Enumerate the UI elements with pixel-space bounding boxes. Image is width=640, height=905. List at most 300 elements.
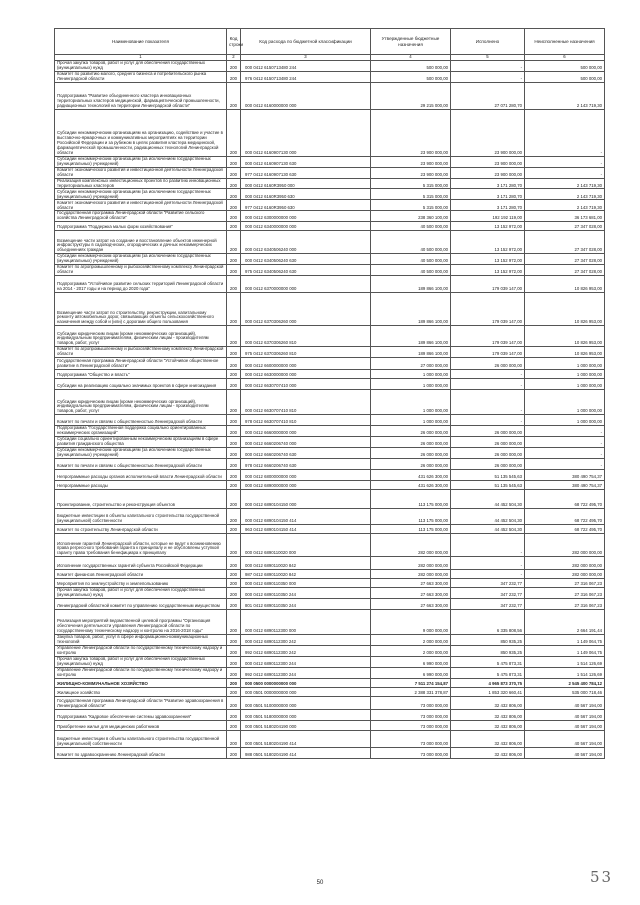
row-kod: 200 (227, 730, 241, 747)
row-unexecuted: 68 722 495,70 (525, 525, 605, 534)
row-kod: 200 (227, 379, 241, 390)
row-planned: 282 000 000,00 (371, 557, 451, 570)
row-name: Комитет по печати и связям с общественностью Ленинградской области (55, 415, 227, 426)
row-unexecuted: - (525, 167, 605, 178)
table-row (55, 588, 605, 599)
row-classification: 992 0412 6890112300 244 (241, 667, 371, 678)
table-row (55, 231, 605, 254)
row-executed: 23 900 000,00 (451, 167, 525, 178)
row-classification: 977 0412 6160R3950 630 (241, 200, 371, 211)
row-name: Подпрограмма "Общество и власть" (55, 370, 227, 379)
row-unexecuted: 1 000 000,00 (525, 379, 605, 390)
row-name: Исполнение государственных гарантий субъекта Российской Федерации (55, 557, 227, 570)
table-row (55, 109, 605, 156)
row-name: Субсидии юридическим лицам (кроме некоммерческих организаций), индивидуальным предпринимателям, физическим лицам - производителям товаров, работ, услуг (55, 390, 227, 415)
row-kod: 200 (227, 254, 241, 265)
row-unexecuted: 1 149 064,75 (525, 645, 605, 656)
row-name: Комитет финансов Ленинградской области (55, 570, 227, 579)
row-planned: 26 000 000,00 (371, 459, 451, 470)
row-planned: 189 866 100,00 (371, 293, 451, 326)
header-executed: Исполнено (451, 29, 525, 55)
table-row (55, 730, 605, 747)
row-unexecuted: 282 000 000,00 (525, 534, 605, 557)
row-planned: 40 500 000,00 (371, 222, 451, 231)
row-classification: 000 0412 6160R3950 000 (241, 178, 371, 189)
row-executed: 1 853 320 660,41 (451, 687, 525, 696)
row-classification: 000 0501 5180000000 000 (241, 709, 371, 720)
row-name: Жилищное хозяйство (55, 687, 227, 696)
row-kod: 200 (227, 656, 241, 667)
row-name: Комитет по строительству Ленинградской области (55, 525, 227, 534)
row-name: Подпрограмма "Поддержка малых форм хозяйствования" (55, 222, 227, 231)
table-row (55, 167, 605, 178)
row-unexecuted: 2 545 400 784,12 (525, 678, 605, 687)
row-executed: 6 335 808,56 (451, 610, 525, 635)
row-executed: 3 171 280,70 (451, 189, 525, 200)
row-classification: 000 0412 6370000000 000 (241, 276, 371, 293)
row-classification: 801 0412 6890110350 244 (241, 599, 371, 610)
table-row (55, 747, 605, 758)
row-unexecuted: 380 490 754,37 (525, 481, 605, 490)
row-name: Реализация комплексных инвестиционных проектов по развитию инновационных территориальных кластеров (55, 178, 227, 189)
row-executed: 347 232,77 (451, 588, 525, 599)
row-unexecuted: 27 316 067,23 (525, 579, 605, 588)
row-classification: 000 0412 6160907130 000 (241, 109, 371, 156)
row-planned: 40 500 000,00 (371, 231, 451, 254)
row-classification: 000 0412 6890000000 000 (241, 481, 371, 490)
row-kod: 200 (227, 696, 241, 709)
row-executed: 850 935,25 (451, 635, 525, 646)
row-name: Субсидии социально ориентированным некоммерческим организациям в сфере развития гражданского общества (55, 437, 227, 448)
row-kod: 200 (227, 459, 241, 470)
budget-execution-table (54, 28, 605, 759)
row-executed: 26 000 000,00 (451, 358, 525, 370)
row-unexecuted: - (525, 109, 605, 156)
row-kod: 200 (227, 358, 241, 370)
table-row (55, 696, 605, 709)
row-kod: 200 (227, 211, 241, 222)
table-row (55, 709, 605, 720)
row-unexecuted: 10 826 953,00 (525, 326, 605, 347)
row-name: Государственная программа Ленинградской области "Устойчивое общественное развитие в Ленинградской области" (55, 358, 227, 370)
row-planned: 40 500 000,00 (371, 254, 451, 265)
row-name: Субсидии на реализацию социально значимых проектов в сфере книгоиздания (55, 379, 227, 390)
row-classification: 978 0412 6660206740 630 (241, 459, 371, 470)
row-name: Комитет экономического развития и инвестиционной деятельности Ленинградской области (55, 200, 227, 211)
row-executed: 192 192 119,00 (451, 211, 525, 222)
row-classification: 000 0412 6300000000 000 (241, 211, 371, 222)
row-kod: 200 (227, 437, 241, 448)
row-unexecuted: - (525, 448, 605, 459)
row-executed: 4 965 873 370,75 (451, 678, 525, 687)
row-executed: 23 900 000,00 (451, 109, 525, 156)
table-row (55, 509, 605, 525)
row-executed: 850 935,25 (451, 645, 525, 656)
row-name: Бюджетные инвестиции в объекты капитального строительства государственной (муниципальной) собственности (55, 509, 227, 525)
row-kod: 200 (227, 178, 241, 189)
table-row (55, 156, 605, 167)
row-kod: 200 (227, 109, 241, 156)
table-row (55, 370, 605, 379)
table-row (55, 426, 605, 437)
row-classification: 000 0412 6370306260 000 (241, 293, 371, 326)
row-kod: 200 (227, 470, 241, 481)
row-classification: 000 0501 5100000000 000 (241, 696, 371, 709)
row-kod: 200 (227, 61, 241, 72)
row-planned: 73 000 000,00 (371, 709, 451, 720)
row-unexecuted: 2 143 719,30 (525, 189, 605, 200)
row-unexecuted: 500 000,00 (525, 61, 605, 72)
row-kod: 200 (227, 231, 241, 254)
colnum: 4 (371, 55, 451, 61)
row-classification: 000 0412 6890112300 242 (241, 635, 371, 646)
row-executed: - (451, 557, 525, 570)
row-planned: 29 215 000,00 (371, 82, 451, 109)
row-executed: - (451, 415, 525, 426)
row-kod: 200 (227, 588, 241, 599)
row-planned: 23 900 000,00 (371, 109, 451, 156)
row-planned: 2 388 331 378,87 (371, 687, 451, 696)
row-executed: 32 432 806,00 (451, 747, 525, 758)
row-planned: 500 000,00 (371, 71, 451, 82)
row-classification: 000 0412 6890110020 842 (241, 557, 371, 570)
row-kod: 200 (227, 481, 241, 490)
header-planned: Утвержденные бюджетные назначения (371, 29, 451, 55)
row-unexecuted: 2 143 719,30 (525, 178, 605, 189)
table-row (55, 265, 605, 276)
row-executed: 51 135 545,63 (451, 481, 525, 490)
row-kod: 200 (227, 370, 241, 379)
row-unexecuted: 40 567 194,00 (525, 696, 605, 709)
row-executed: 179 039 147,00 (451, 276, 525, 293)
row-name: Субсидии юридическим лицам (кроме некоммерческих организаций), индивидуальным предпринимателям, физическим лицам - производителям товаров, работ, услуг (55, 326, 227, 347)
row-planned: 73 000 000,00 (371, 747, 451, 758)
row-planned: 27 663 300,00 (371, 588, 451, 599)
row-classification: 963 0412 6890104150 414 (241, 525, 371, 534)
row-planned: 113 175 000,00 (371, 509, 451, 525)
row-classification: 000 0412 6890110350 244 (241, 588, 371, 599)
row-name: Субсидии некоммерческим организациям (за исключением государственных (муниципальных) учреждений) (55, 448, 227, 459)
row-unexecuted: 27 347 028,00 (525, 222, 605, 231)
header-classification: Код расхода по бюджетной классификации (241, 29, 371, 55)
row-unexecuted: 282 000 000,00 (525, 557, 605, 570)
row-name: Проектирование, строительство и реконструкция объектов (55, 490, 227, 509)
table-row (55, 525, 605, 534)
row-name: Непрограммные расходы (55, 481, 227, 490)
row-unexecuted: 27 347 028,00 (525, 265, 605, 276)
row-planned: 431 626 300,00 (371, 470, 451, 481)
row-executed: 26 000 000,00 (451, 437, 525, 448)
row-name: Комитет по развитию малого, среднего бизнеса и потребительского рынка Ленинградской области (55, 71, 227, 82)
row-planned: 26 000 000,00 (371, 448, 451, 459)
row-name: Комитет по здравоохранению Ленинградской области (55, 747, 227, 758)
row-classification: 000 0412 6890112300 244 (241, 656, 371, 667)
row-name: Возмещение части затрат по строительству, реконструкции, капитальному ремонту автомобильных дорог, связывающих объекты сельскохозяйственного назначения между собой и (или) с дорогами общего пользования (55, 293, 227, 326)
row-kod: 200 (227, 645, 241, 656)
row-kod: 200 (227, 570, 241, 579)
row-kod: 200 (227, 222, 241, 231)
row-executed: 27 071 280,70 (451, 82, 525, 109)
row-planned: 282 000 000,00 (371, 534, 451, 557)
row-kod: 200 (227, 347, 241, 358)
table-row (55, 678, 605, 687)
row-classification: 000 0412 6340506240 630 (241, 254, 371, 265)
row-kod: 200 (227, 534, 241, 557)
header-name: Наименование показателя (55, 29, 227, 55)
table-row (55, 656, 605, 667)
row-kod: 200 (227, 610, 241, 635)
row-unexecuted: 1 514 126,69 (525, 667, 605, 678)
table-row (55, 557, 605, 570)
row-classification: 000 0501 0000000000 000 (241, 687, 371, 696)
table-row (55, 667, 605, 678)
row-classification: 977 0412 6160907130 630 (241, 167, 371, 178)
row-classification: 000 0412 6630000000 000 (241, 370, 371, 379)
row-name: Мероприятия по землеустройству и землепользованию (55, 579, 227, 588)
row-planned: 23 900 000,00 (371, 156, 451, 167)
row-classification: 000 0412 6660000000 000 (241, 426, 371, 437)
row-classification: 000 0412 6160907130 630 (241, 156, 371, 167)
table-row (55, 326, 605, 347)
row-classification: 000 0412 6660206740 000 (241, 437, 371, 448)
table-row (55, 720, 605, 730)
header-unexecuted: Неисполненные назначения (525, 29, 605, 55)
row-planned: 26 000 000,00 (371, 426, 451, 437)
row-name: Субсидии некоммерческим организациям (за исключением государственных (муниципальных) учреждений) (55, 189, 227, 200)
colnum: 6 (525, 55, 605, 61)
row-planned: 5 315 000,00 (371, 189, 451, 200)
row-unexecuted: 282 000 000,00 (525, 570, 605, 579)
row-unexecuted: 2 143 719,30 (525, 82, 605, 109)
row-executed: 3 171 280,70 (451, 178, 525, 189)
row-unexecuted: 10 826 953,00 (525, 276, 605, 293)
row-planned: 23 900 000,00 (371, 167, 451, 178)
row-planned: 189 866 100,00 (371, 326, 451, 347)
row-unexecuted: 10 826 953,00 (525, 293, 605, 326)
table-row (55, 276, 605, 293)
table-row (55, 254, 605, 265)
row-executed: 5 475 873,31 (451, 667, 525, 678)
row-classification: 000 0412 6890112300 000 (241, 610, 371, 635)
row-unexecuted: 40 567 194,00 (525, 747, 605, 758)
row-classification: 000 0412 6370306260 810 (241, 326, 371, 347)
row-unexecuted: 40 567 194,00 (525, 720, 605, 730)
table-row (55, 189, 605, 200)
row-unexecuted: 10 826 953,00 (525, 347, 605, 358)
row-name: Подпрограмма "Государственная поддержка социально ориентированных некоммерческих организаций" (55, 426, 227, 437)
row-kod: 200 (227, 71, 241, 82)
row-kod: 200 (227, 265, 241, 276)
row-classification: 000 0412 6890110020 000 (241, 534, 371, 557)
table-row (55, 178, 605, 189)
row-executed: 32 432 806,00 (451, 730, 525, 747)
row-unexecuted: 1 000 000,00 (525, 370, 605, 379)
row-unexecuted: 1 000 000,00 (525, 415, 605, 426)
row-executed: 51 135 545,63 (451, 470, 525, 481)
row-name: Государственная программа Ленинградской области "Развитие сельского хозяйства Ленинградской области" (55, 211, 227, 222)
table-row (55, 61, 605, 72)
row-executed: - (451, 71, 525, 82)
row-planned: 2 000 000,00 (371, 645, 451, 656)
row-executed: 13 152 972,00 (451, 265, 525, 276)
row-unexecuted: - (525, 156, 605, 167)
row-unexecuted: 27 316 067,23 (525, 588, 605, 599)
row-name: Приобретение жилья для медицинских работников (55, 720, 227, 730)
row-planned: 500 000,00 (371, 61, 451, 72)
row-name: Реализация мероприятий ведомственной целевой программы "Организация обеспечения деятельности управления Ленинградской области по государственному техническому надзору и контролю на 2016-2018 годы" (55, 610, 227, 635)
row-unexecuted: 1 149 064,75 (525, 635, 605, 646)
table-row (55, 71, 605, 82)
row-planned: 1 000 000,00 (371, 379, 451, 390)
header-kod: Код строки (227, 29, 241, 55)
row-planned: 189 866 100,00 (371, 276, 451, 293)
row-executed: - (451, 570, 525, 579)
row-planned: 27 000 000,00 (371, 358, 451, 370)
row-executed: 32 432 806,00 (451, 696, 525, 709)
row-kod: 200 (227, 189, 241, 200)
row-planned: 431 626 300,00 (371, 481, 451, 490)
row-classification: 975 0412 6340506240 630 (241, 265, 371, 276)
row-name: Управление Ленинградской области по государственному техническому надзору и контролю (55, 645, 227, 656)
row-unexecuted: 1 000 000,00 (525, 390, 605, 415)
row-classification: 976 0412 6150713480 244 (241, 71, 371, 82)
row-unexecuted: 1 514 126,69 (525, 656, 605, 667)
row-name: Комитет по агропромышленному и рыбохозяйственному комплексу Ленинградской области (55, 265, 227, 276)
row-name: Государственная программа Ленинградской области "Развитие здравоохранения в Ленинградской области" (55, 696, 227, 709)
row-executed: 5 475 873,31 (451, 656, 525, 667)
row-kod: 200 (227, 667, 241, 678)
row-planned: 73 000 000,00 (371, 730, 451, 747)
row-unexecuted: 380 490 754,37 (525, 470, 605, 481)
handwritten-page-stamp: 53 (590, 868, 614, 886)
table-row (55, 347, 605, 358)
row-name: Прочая закупка товаров, работ и услуг для обеспечения государственных (муниципальных) нужд (55, 61, 227, 72)
table-row (55, 200, 605, 211)
row-unexecuted: 2 664 191,44 (525, 610, 605, 635)
row-unexecuted: 27 347 028,00 (525, 254, 605, 265)
row-executed: 13 152 972,00 (451, 231, 525, 254)
row-planned: 2 000 000,00 (371, 635, 451, 646)
row-kod: 200 (227, 678, 241, 687)
table-row (55, 379, 605, 390)
row-executed: - (451, 534, 525, 557)
row-unexecuted: - (525, 426, 605, 437)
row-classification: 000 0412 6890110350 000 (241, 579, 371, 588)
table-row (55, 82, 605, 109)
colnum: 3 (241, 55, 371, 61)
row-name: Исполнение гарантий Ленинградской области, которые не ведут к возникновению права регрессного требования гаранта к принципалу и не обусловлены уступкой гаранту права требования бенефициара к принципалу (55, 534, 227, 557)
row-classification: 000 0412 6340000000 000 (241, 222, 371, 231)
row-unexecuted: 535 000 718,46 (525, 687, 605, 696)
row-executed: 26 000 000,00 (451, 448, 525, 459)
row-executed: 13 152 972,00 (451, 254, 525, 265)
table-row (55, 635, 605, 646)
row-name: Управление Ленинградской области по государственному техническому надзору и контролю (55, 667, 227, 678)
row-unexecuted: 500 000,00 (525, 71, 605, 82)
row-unexecuted: 68 722 495,70 (525, 490, 605, 509)
row-kod: 200 (227, 156, 241, 167)
row-classification: 978 0412 6630707410 810 (241, 415, 371, 426)
row-executed: 13 152 972,00 (451, 222, 525, 231)
row-classification: 000 0412 6630707410 810 (241, 390, 371, 415)
row-executed: 26 000 000,00 (451, 426, 525, 437)
table-row (55, 490, 605, 509)
row-classification: 000 0412 6890104150 414 (241, 509, 371, 525)
table-row (55, 293, 605, 326)
row-name: Подпрограмма "Кадровое обеспечение системы здравоохранения" (55, 709, 227, 720)
row-classification: 000 0412 6160000000 000 (241, 82, 371, 109)
row-planned: 5 315 000,00 (371, 178, 451, 189)
row-name: ЖИЛИЩНО-КОММУНАЛЬНОЕ ХОЗЯЙСТВО (55, 678, 227, 687)
row-kod: 200 (227, 557, 241, 570)
row-classification: 992 0412 6890112300 242 (241, 645, 371, 656)
row-planned: 113 175 000,00 (371, 490, 451, 509)
row-executed: 26 000 000,00 (451, 459, 525, 470)
row-classification: 000 0501 5180204190 414 (241, 730, 371, 747)
row-planned: 26 000 000,00 (371, 437, 451, 448)
row-unexecuted: - (525, 459, 605, 470)
row-kod: 200 (227, 720, 241, 730)
row-unexecuted: 68 722 495,70 (525, 509, 605, 525)
row-classification: 000 0412 6630707410 000 (241, 379, 371, 390)
row-name: Комитет экономического развития и инвестиционной деятельности Ленинградской области (55, 167, 227, 178)
row-classification: 000 0412 6160R3950 630 (241, 189, 371, 200)
row-name: Субсидии некоммерческим организациям (за исключением государственных (муниципальных) учреждений) (55, 254, 227, 265)
row-kod: 200 (227, 415, 241, 426)
row-executed: 44 452 504,30 (451, 509, 525, 525)
row-name: Субсидии некоммерческим организациям (за исключением государственных (муниципальных) учреждений) (55, 156, 227, 167)
row-kod: 200 (227, 82, 241, 109)
row-executed: 32 432 806,00 (451, 720, 525, 730)
row-name: Прочая закупка товаров, работ и услуг для обеспечения государственных (муниципальных) нужд (55, 656, 227, 667)
row-kod: 200 (227, 448, 241, 459)
table-header-row (55, 29, 605, 55)
table-row (55, 570, 605, 579)
row-executed: 179 039 147,00 (451, 293, 525, 326)
row-kod: 200 (227, 687, 241, 696)
table-row (55, 211, 605, 222)
row-kod: 200 (227, 276, 241, 293)
table-row (55, 390, 605, 415)
row-unexecuted: 36 173 681,00 (525, 211, 605, 222)
row-name: Подпрограмма "Развитие объединенного кластера инновационных территориальных кластеров медицинской, фармацевтической промышленности, радиационных технологий на территории Ленинградской области" (55, 82, 227, 109)
row-name: Комитет по агропромышленному и рыбохозяйственному комплексу Ленинградской области (55, 347, 227, 358)
row-classification: 000 0501 5180204190 000 (241, 720, 371, 730)
row-executed: 3 171 280,70 (451, 200, 525, 211)
row-classification: 000 0412 6340506240 000 (241, 231, 371, 254)
table-row (55, 222, 605, 231)
row-kod: 200 (227, 293, 241, 326)
row-executed: 347 232,77 (451, 579, 525, 588)
row-name: Субсидии некоммерческим организациям на организацию, содействие и участие в выставочно-ярмарочных и коммуникативных мероприятиях на территории Российской Федерации и за рубежом в целях развития кластера медицинской, фармацевтической промышленности, радиационных технологий Ленинградской области (55, 109, 227, 156)
page-number: 50 (316, 880, 324, 886)
row-planned: 6 990 000,00 (371, 656, 451, 667)
table-row (55, 358, 605, 370)
row-classification: 000 0412 6660206740 630 (241, 448, 371, 459)
row-name: Закупка товаров, работ, услуг в сфере информационно-коммуникационных технологий (55, 635, 227, 646)
row-planned: 9 000 000,00 (371, 610, 451, 635)
row-planned: 282 000 000,00 (371, 570, 451, 579)
row-kod: 200 (227, 390, 241, 415)
row-kod: 200 (227, 426, 241, 437)
table-row (55, 437, 605, 448)
row-classification: 000 0412 6600000000 000 (241, 358, 371, 370)
row-planned: 6 990 000,00 (371, 667, 451, 678)
row-kod: 200 (227, 747, 241, 758)
row-planned: 1 000 000,00 (371, 390, 451, 415)
row-name: Бюджетные инвестиции в объекты капитального строительства государственной (муниципальной) собственности (55, 730, 227, 747)
table-row (55, 687, 605, 696)
